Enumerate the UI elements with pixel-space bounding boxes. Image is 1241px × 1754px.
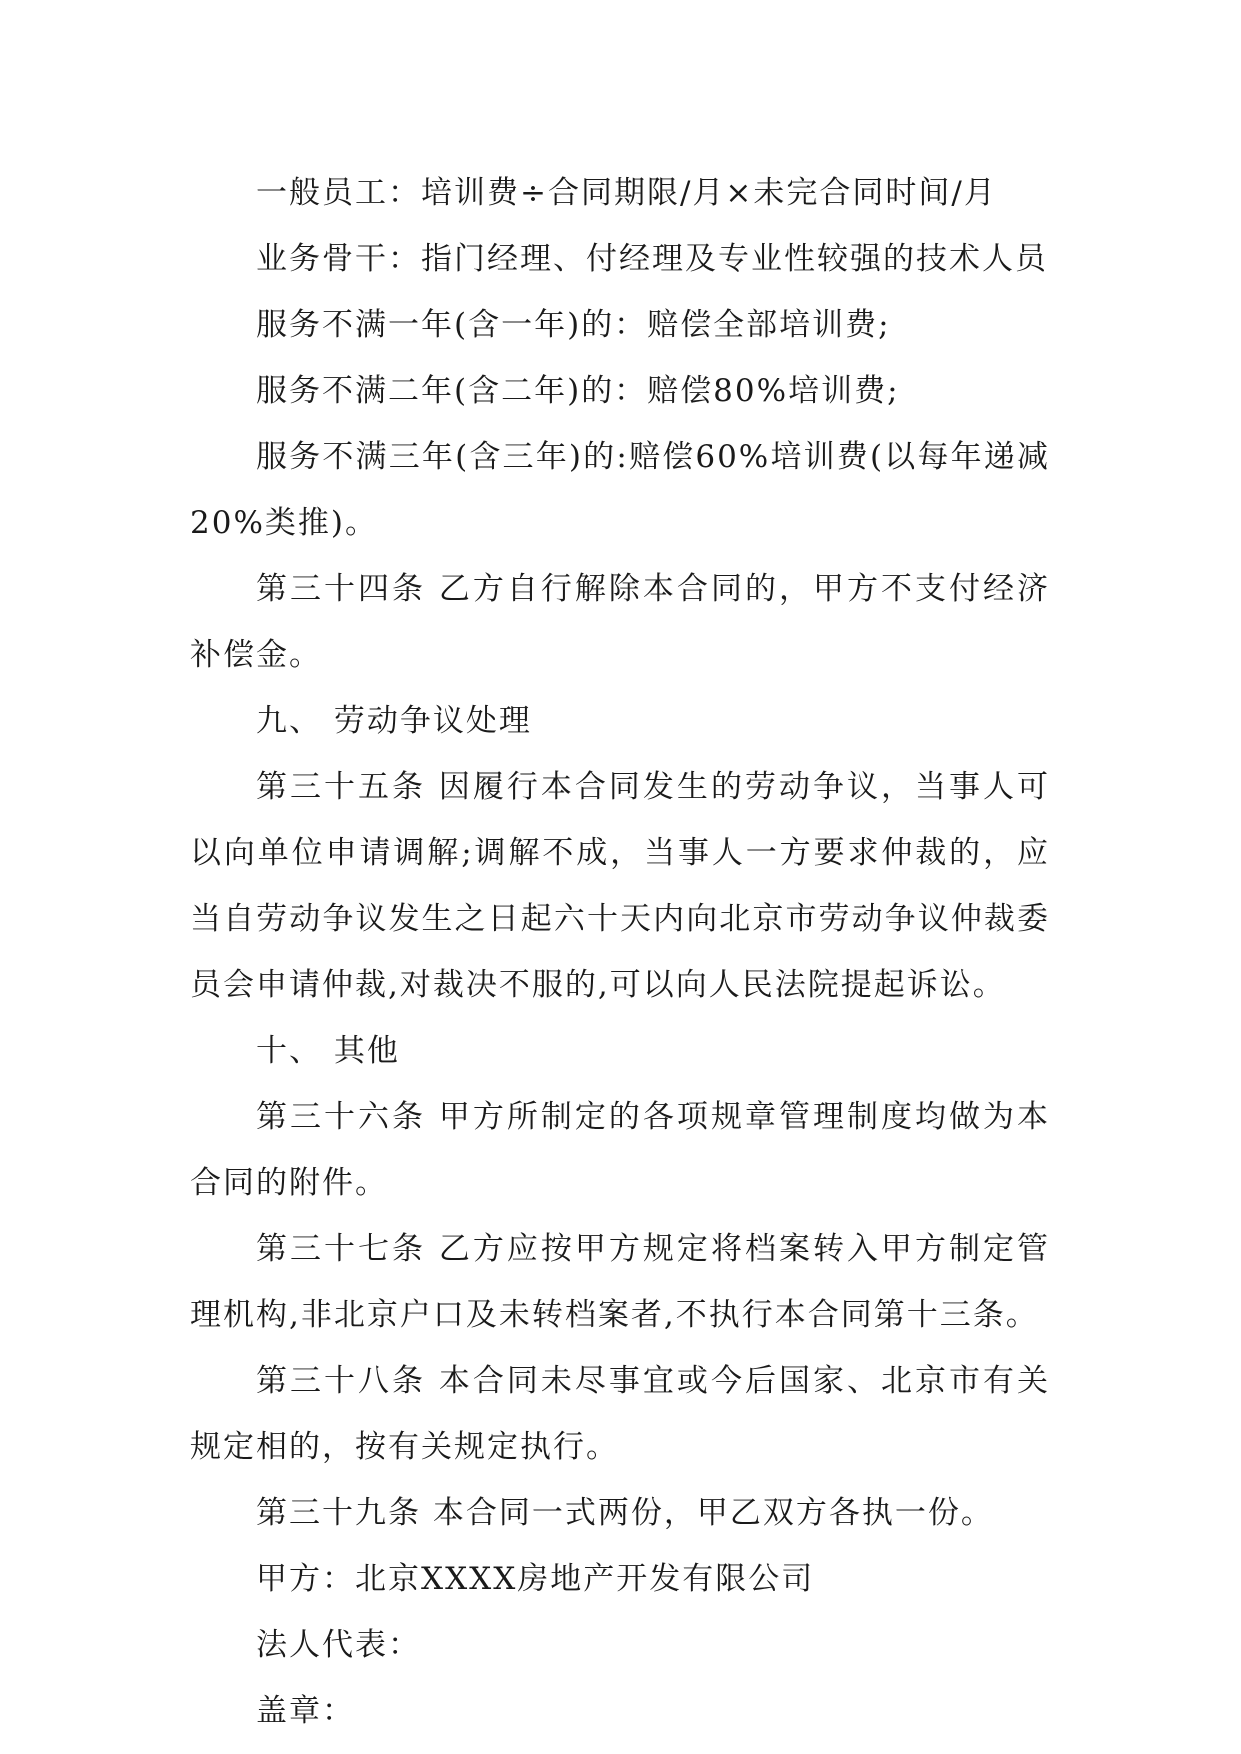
article-39: 第三十九条 本合同一式两份，甲乙双方各执一份。 (256, 1495, 994, 1531)
paragraph-service-under-two-years: 服务不满二年(含二年)的：赔偿80%培训费; (256, 373, 900, 409)
seal-line: 盖章： (256, 1693, 355, 1729)
party-a-line: 甲方：北京XXXX房地产开发有限公司 (256, 1561, 815, 1597)
paragraph-service-under-one-year: 服务不满一年(含一年)的：赔偿全部培训费; (256, 307, 891, 343)
paragraph-service-under-three-years: 服务不满三年(含三年)的:赔偿60%培训费(以每年递减20%类推)。 (190, 439, 1050, 541)
article-36: 第三十六条 甲方所制定的各项规章管理制度均做为本合同的附件。 (190, 1099, 1050, 1201)
document-body (190, 160, 1050, 1744)
paragraph-key-staff-definition: 业务骨干：指门经理、付经理及专业性较强的技术人员 (256, 241, 1048, 277)
paragraph-general-staff-formula: 一般员工：培训费÷合同期限/月×未完合同时间/月 (256, 175, 997, 211)
legal-representative-line: 法人代表： (256, 1627, 421, 1663)
article-35: 第三十五条 因履行本合同发生的劳动争议，当事人可以向单位申请调解;调解不成，当事人一方要求仲裁的，应当自劳动争议发生之日起六十天内向北京市劳动争议仲裁委员会申请仲裁,对裁决不服的,可以向人民法院提起诉讼。 (190, 769, 1050, 1003)
section-heading-labor-dispute: 九、 劳动争议处理 (256, 703, 532, 739)
article-38: 第三十八条 本合同未尽事宜或今后国家、北京市有关规定相的，按有关规定执行。 (190, 1363, 1050, 1465)
section-heading-other: 十、 其他 (256, 1033, 400, 1069)
article-37: 第三十七条 乙方应按甲方规定将档案转入甲方制定管理机构,非北京户口及未转档案者,不执行本合同第十三条。 (190, 1231, 1050, 1333)
article-34: 第三十四条 乙方自行解除本合同的，甲方不支付经济补偿金。 (190, 571, 1050, 673)
